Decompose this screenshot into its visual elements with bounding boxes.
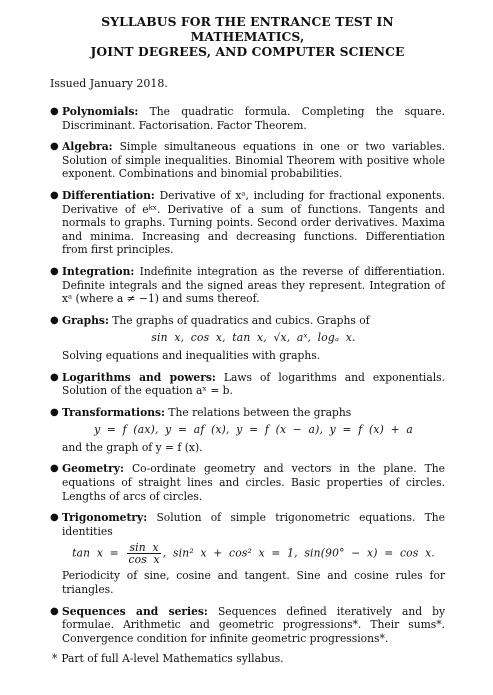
topic-logarithms [50,371,445,398]
bullet-icon: ● [50,463,59,475]
fraction [127,542,160,565]
topic-transformations [50,406,445,455]
topic-differentiation [50,189,445,257]
footnote-text: Part of full A-level Mathematics syllabus. [61,652,284,666]
footnote-marker: * [52,652,58,666]
topic-text: Simple simultaneous equations in one or two variables. Solution of simple inequalities. Binomial Theorem with positive whole exponent. Combinations and binomial probabilities. [62,140,445,181]
topic-text: Indefinite integration as the reverse of differentiation. Definite integrals and the signed areas they represent. Integration of xᵃ (where a ≠ −1) and sums thereof. [62,264,445,306]
formula-rest: , sin² x + cos² x = 1, sin(90° − x) = cos x. [162,546,435,560]
display-formula: sin x, cos x, tan x, √x, aˣ, logₐ x. [151,331,356,345]
title-line-1: SYLLABUS FOR THE ENTRANCE TEST IN MATHEMATICS, [101,14,394,44]
display-formula [62,542,445,565]
fraction-numerator: sin x [127,542,160,554]
topic-label: Geometry: [62,462,124,476]
bullet-icon: ● [50,265,59,277]
footnote [52,652,445,665]
issued-date: Issued January 2018. [50,77,168,90]
topic-after-text: Solving equations and inequalities with graphs. [62,348,321,362]
bullet-icon: ● [50,141,59,153]
topic-trigonometry [50,511,445,596]
bullet-icon: ● [50,371,59,383]
topic-integration [50,265,445,306]
topic-label: Sequences and series: [62,604,208,618]
topic-label: Differentiation: [62,188,155,202]
topic-label: Transformations: [62,405,165,419]
topic-geometry [50,462,445,503]
topic-list [50,105,445,645]
topic-after-text: Periodicity of sine, cosine and tangent. Sine and cosine rules for triangles. [62,569,445,597]
bullet-icon: ● [50,605,59,617]
topic-text: The quadratic formula. Completing the square. Discriminant. Factorisation. Factor Theorem. [62,105,445,132]
topic-text: Co-ordinate geometry and vectors in the plane. The equations of straight lines and circles. Basic properties of circles. Lengths of arcs of circles. [62,462,445,503]
topic-sequences [50,605,445,646]
page-title [44,14,451,59]
topic-text: Sequences defined iteratively and by formulae. Arithmetic and geometric progressions*. Their sums*. Convergence condition for infinite geometric progressions*. [62,604,445,645]
title-line-2: JOINT DEGREES, AND COMPUTER SCIENCE [90,44,405,59]
topic-label: Integration: [62,264,135,278]
bullet-icon: ● [50,189,59,201]
bullet-icon: ● [50,406,59,418]
topic-text: Derivative of xᵃ, including for fractional exponents. Derivative of eᵏˣ. Derivative of a sum of functions. Tangents and normals to graphs. Turning points. Second order derivatives. Maxima and minima. Increasing and decreasing functions. Differentiation from first principles. [62,188,446,257]
display-formula: y = f (ax), y = af (x), y = f (x − a), y = f (x) + a [94,423,413,437]
topic-text: Solution of simple trigonometric equations. The identities [62,511,445,538]
bullet-icon: ● [50,106,59,117]
topic-polynomials [50,105,445,132]
topic-label: Logarithms and powers: [62,370,216,384]
topic-text: The relations between the graphs [168,405,352,419]
bullet-icon: ● [50,512,59,524]
fraction-denominator: cos x [128,553,160,567]
bullet-icon: ● [50,314,59,326]
topic-after-text: and the graph of y = f (x). [62,440,203,454]
topic-label: Polynomials: [62,105,139,118]
topic-label: Algebra: [62,140,113,154]
topic-label: Graphs: [62,313,109,327]
topic-label: Trigonometry: [62,511,148,525]
topic-text: Laws of logarithms and exponentials. Solution of the equation aˣ = b. [62,370,445,398]
topic-text: The graphs of quadratics and cubics. Graphs of [112,313,370,327]
topic-algebra [50,140,445,181]
topic-graphs [50,314,445,363]
formula-lhs: tan x = [72,546,119,560]
